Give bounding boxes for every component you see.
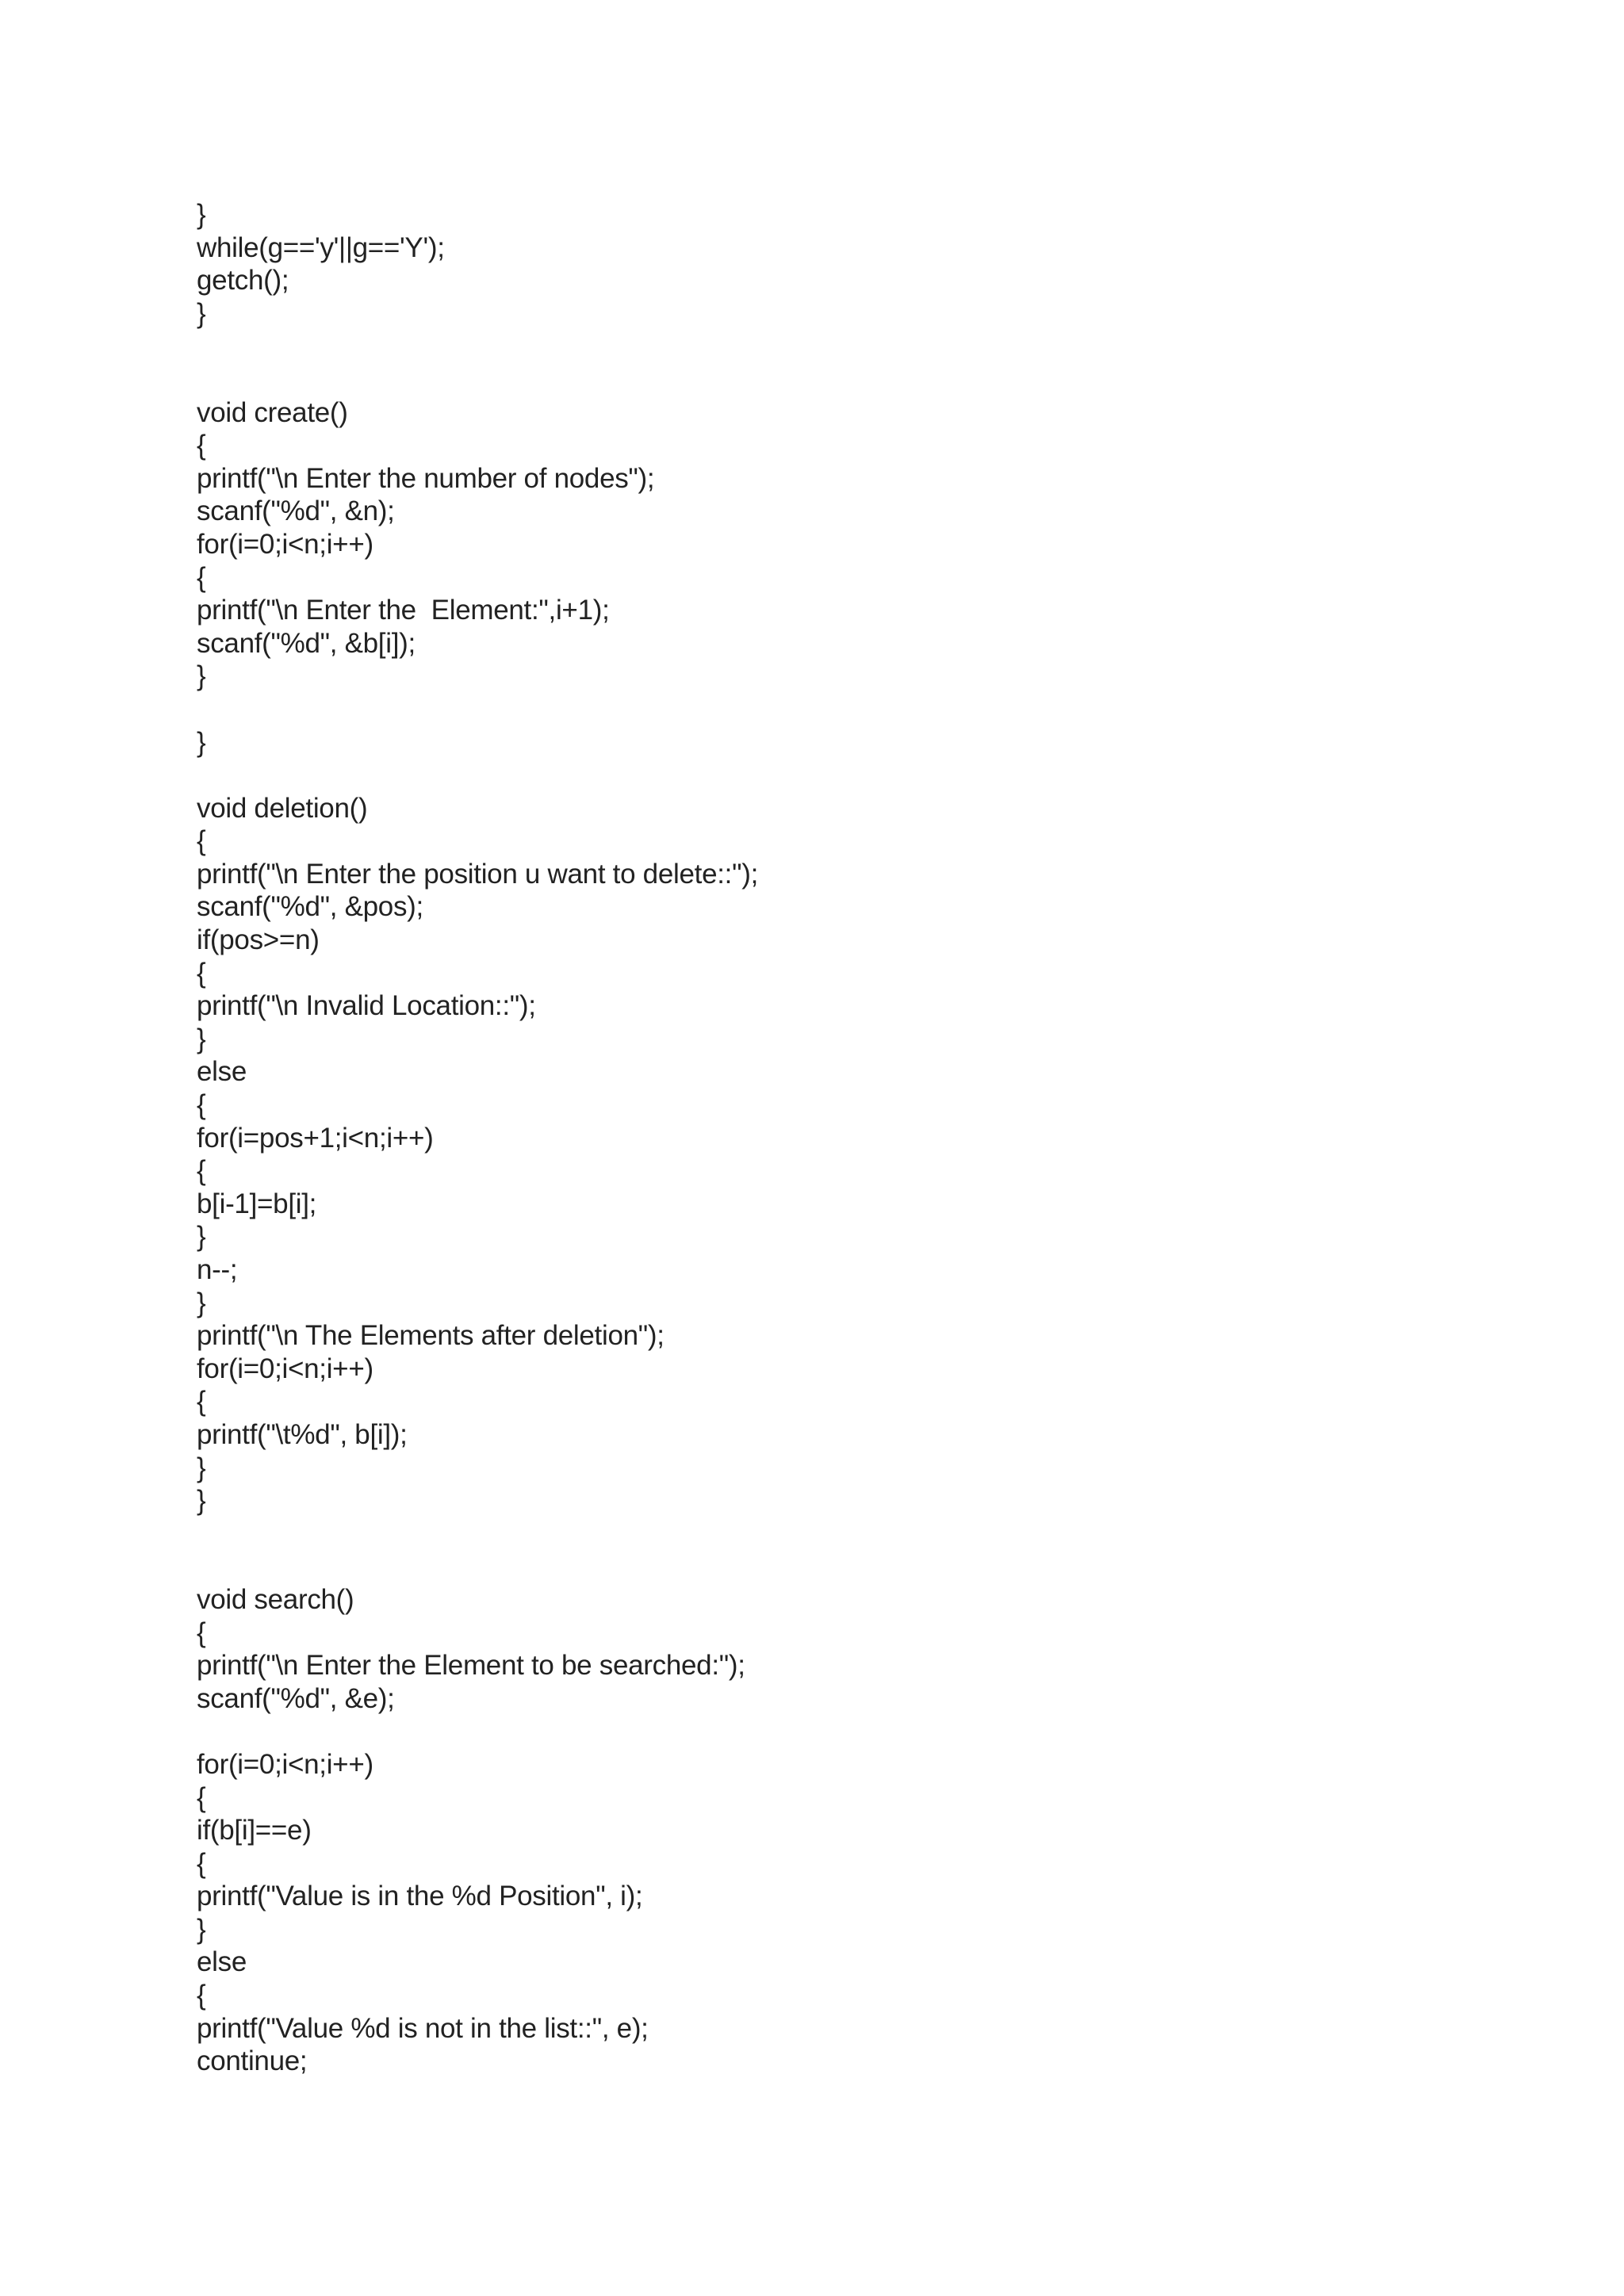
code-line: printf("\n Invalid Location::"); (197, 990, 536, 1022)
code-line (197, 363, 1545, 396)
code-line: printf("\t%d", b[i]); (197, 1418, 408, 1450)
code-line: { (197, 825, 206, 857)
code-line: } (197, 660, 206, 692)
code-line: scanf("%d", &e); (197, 1682, 395, 1714)
code-line: } (197, 726, 206, 758)
code-line: { (197, 430, 206, 461)
code-line: printf("Value is in the %d Position", i); (197, 1881, 643, 1912)
code-line: for(i=pos+1;i<n;i++) (197, 1122, 434, 1154)
code-line: } (197, 1221, 206, 1253)
code-line: while(g=='y'||g=='Y'); (197, 232, 445, 263)
code-line: getch(); (197, 265, 289, 297)
code-line: } (197, 297, 206, 329)
code-line: n--; (197, 1254, 238, 1285)
code-line: printf("\n The Elements after deletion"); (197, 1320, 665, 1352)
code-line: { (197, 957, 206, 989)
code-line: } (197, 1023, 206, 1054)
code-line (197, 1517, 1545, 1551)
code-line: if(b[i]==e) (197, 1815, 312, 1846)
code-line: { (197, 1781, 206, 1813)
code-line: { (197, 1617, 206, 1648)
code-line: for(i=0;i<n;i++) (197, 528, 373, 560)
code-line: printf("\n Enter the number of nodes"); (197, 462, 655, 494)
code-line: { (197, 561, 206, 593)
code-line: } (197, 1485, 206, 1517)
code-line: { (197, 1847, 206, 1879)
code-line: void deletion() (197, 792, 368, 824)
code-listing (197, 198, 1545, 2078)
code-line: printf("\n Enter the Element to be searched:"); (197, 1650, 745, 1682)
code-line: else (197, 1946, 247, 1978)
code-line (197, 759, 1545, 792)
code-line: } (197, 1913, 206, 1945)
code-line: printf("\n Enter the Element:",i+1); (197, 595, 610, 626)
code-line (197, 330, 1545, 363)
code-line: printf("\n Enter the position u want to delete::"); (197, 858, 758, 890)
code-line: void search() (197, 1583, 354, 1615)
code-line: } (197, 199, 206, 230)
code-line: } (197, 1452, 206, 1483)
code-line: scanf("%d", &b[i]); (197, 627, 416, 659)
code-line: scanf("%d", &pos); (197, 891, 423, 923)
code-line: if(pos>=n) (197, 924, 320, 956)
code-line: { (197, 1386, 206, 1418)
code-line: { (197, 1980, 206, 2011)
code-line: { (197, 1089, 206, 1121)
code-line: for(i=0;i<n;i++) (197, 1353, 373, 1384)
code-line: } (197, 1287, 206, 1318)
code-line (197, 693, 1545, 726)
code-line: for(i=0;i<n;i++) (197, 1748, 373, 1780)
code-line: b[i-1]=b[i]; (197, 1188, 317, 1219)
code-line: { (197, 1155, 206, 1187)
code-line: else (197, 1056, 247, 1088)
code-line (197, 1715, 1545, 1748)
code-line: continue; (197, 2045, 308, 2077)
code-line: scanf("%d", &n); (197, 496, 395, 527)
code-line (197, 1550, 1545, 1583)
code-line: printf("Value %d is not in the list::", e); (197, 2012, 649, 2044)
code-line: void create() (197, 396, 348, 428)
